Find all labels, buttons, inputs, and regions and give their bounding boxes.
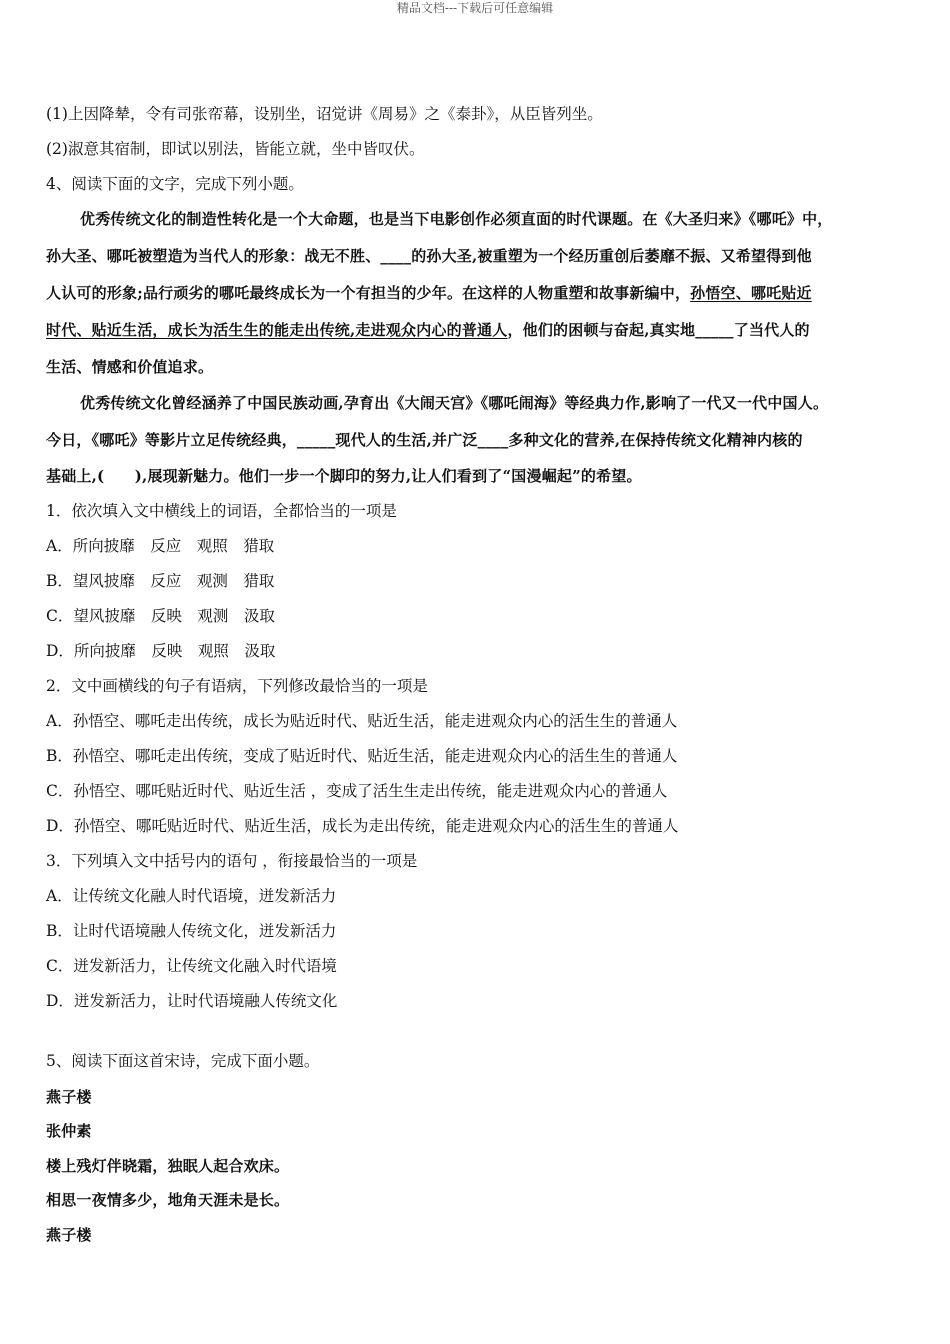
underlined-sentence: 时代、贴近生活，成长为活生生的能走出传统,走进观众内心的普通人 (46, 321, 508, 339)
option-1c: C．望风披靡 反映 观测 汲取 (46, 607, 275, 625)
q3-sentence-1: (1)上因降辇，令有司张帟幕，设别坐，诏觉讲《周易》之《泰卦》，从臣皆列坐。 (46, 105, 603, 123)
page-header: 精品文档---下载后可任意编辑 (396, 1, 554, 15)
option-3d: D．迸发新活力，让时代语境融人传统文化 (46, 992, 338, 1010)
passage-text: 人认可的形象;品行顽劣的哪吒最终成长为一个有担当的少年。在这样的人物重塑和故事新编中， (46, 284, 691, 302)
passage-p2-line-3: 基础上,( ),展现新魅力。他们一步一个脚印的努力,让人们看到了“国漫崛起”的希望。 (46, 467, 642, 485)
passage-p2-line-2: 今日，《哪吒》等影片立足传统经典，_____现代人的生活,并广泛____多种文化的营养,在保持传统文化精神内核的 (46, 431, 803, 449)
passage-p1-line-4 (46, 320, 810, 340)
option-3a: A．让传统文化融人时代语境，迸发新活力 (46, 887, 337, 905)
option-2b: B．孙悟空、哪吒走出传统，变成了贴近时代、贴近生活，能走进观众内心的活生生的普通人 (46, 747, 678, 765)
option-2a: A．孙悟空、哪吒走出传统，成长为贴近时代、贴近生活，能走进观众内心的活生生的普通人 (46, 712, 678, 730)
poem-line-1: 楼上残灯伴晓霜，独眠人起合欢床。 (46, 1157, 290, 1175)
poem-title: 燕子楼 (46, 1088, 92, 1106)
passage-text: ，他们的困顿与奋起,真实地_____了当代人的 (507, 321, 810, 339)
question-5-title: 5、阅读下面这首宋诗，完成下面小题。 (46, 1052, 320, 1070)
passage-p2-line-1: 优秀传统文化曾经涵养了中国民族动画,孕育出《大闹天宫》《哪吒闹海》等经典力作,影响了一代又一代中国人。 (80, 394, 829, 412)
option-3c: C．迸发新活力，让传统文化融入时代语境 (46, 957, 337, 975)
poem-line-2: 相思一夜情多少，地角天涯未是长。 (46, 1191, 290, 1209)
passage-p1-line-1: 优秀传统文化的制造性转化是一个大命题，也是当下电影创作必须直面的时代课题。在《大圣归来》《哪吒》中， (80, 210, 833, 228)
sub-question-1: 1．依次填入文中横线上的词语，全都恰当的一项是 (46, 502, 397, 520)
passage-p1-line-2: 孙大圣、哪吒被塑造为当代人的形象：战无不胜、____的孙大圣,被重塑为一个经历重创后萎靡不振、又希望得到他 (46, 247, 812, 265)
option-1d: D．所向披靡 反映 观照 汲取 (46, 642, 276, 660)
sub-question-3: 3．下列填入文中括号内的语句 ，衔接最恰当的一项是 (46, 852, 418, 870)
option-1b: B．望风披靡 反应 观测 猎取 (46, 572, 275, 590)
option-2c: C．孙悟空、哪吒贴近时代、贴近生活 ，变成了活生生走出传统，能走进观众内心的普通人 (46, 782, 668, 800)
passage-p1-line-3 (46, 283, 812, 303)
poem-author: 张仲素 (46, 1122, 92, 1140)
option-2d: D．孙悟空、哪吒贴近时代、贴近生活，成长为走出传统，能走进观众内心的活生生的普通人 (46, 817, 679, 835)
option-3b: B．让时代语境融人传统文化，迸发新活力 (46, 922, 337, 940)
sub-question-2: 2．文中画横线的句子有语病，下列修改最恰当的一项是 (46, 677, 428, 695)
underlined-sentence: 孙悟空、哪吒贴近 (690, 284, 812, 302)
question-4-title: 4、阅读下面的文字，完成下列小题。 (46, 175, 304, 193)
option-1a: A．所向披靡 反应 观照 猎取 (46, 537, 275, 555)
q3-sentence-2: (2)淑意其宿制，即试以别法，皆能立就，坐中皆叹伏。 (46, 140, 425, 158)
poem-title-repeat: 燕子楼 (46, 1226, 92, 1244)
passage-p1-line-5: 生活、情感和价值追求。 (46, 358, 214, 376)
